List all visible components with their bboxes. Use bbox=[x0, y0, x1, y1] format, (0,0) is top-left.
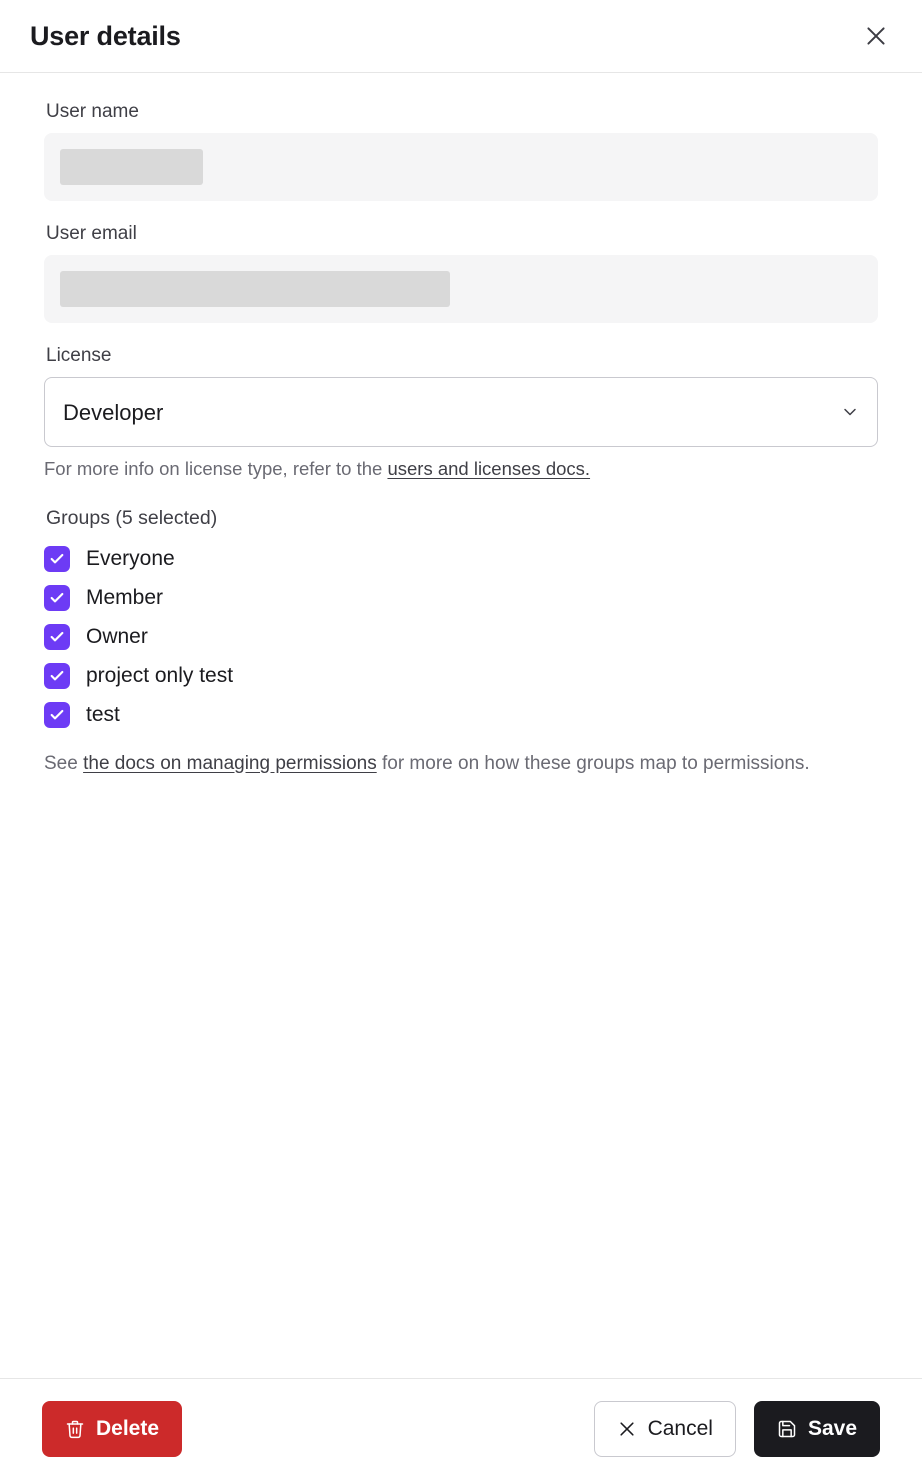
floppy-disk-icon bbox=[777, 1419, 797, 1439]
save-button[interactable] bbox=[754, 1401, 880, 1457]
group-item-project-only-test[interactable] bbox=[44, 657, 878, 696]
user-name-field bbox=[44, 133, 878, 201]
close-icon bbox=[617, 1419, 637, 1439]
managing-permissions-docs-link[interactable]: the docs on managing permissions bbox=[83, 752, 377, 774]
user-name-label: User name bbox=[46, 101, 139, 122]
group-label: test bbox=[86, 703, 120, 727]
close-icon[interactable] bbox=[856, 16, 896, 56]
groups-title: Groups (5 selected) bbox=[46, 506, 218, 529]
groups-help-text bbox=[44, 749, 878, 778]
license-help-prefix: For more info on license type, refer to the bbox=[44, 458, 388, 479]
cancel-button-label: Cancel bbox=[647, 1417, 713, 1440]
panel-body bbox=[0, 73, 922, 1378]
user-email-label: User email bbox=[46, 223, 137, 244]
license-select-wrapper bbox=[44, 377, 878, 447]
group-label: Owner bbox=[86, 625, 148, 649]
delete-button[interactable] bbox=[42, 1401, 182, 1457]
redacted-user-name bbox=[60, 149, 203, 185]
panel-footer bbox=[0, 1378, 922, 1478]
panel-header bbox=[0, 0, 922, 73]
group-item-member[interactable] bbox=[44, 579, 878, 618]
trash-icon bbox=[65, 1419, 85, 1439]
groups-help-prefix: See bbox=[44, 752, 84, 774]
checkbox-checked-icon[interactable] bbox=[44, 624, 70, 650]
group-item-test[interactable] bbox=[44, 696, 878, 735]
group-label: Member bbox=[86, 586, 164, 610]
user-email-field bbox=[44, 255, 878, 323]
checkbox-checked-icon[interactable] bbox=[44, 663, 70, 689]
users-and-licenses-docs-link[interactable]: users and licenses docs. bbox=[387, 458, 591, 479]
group-item-everyone[interactable] bbox=[44, 540, 878, 579]
delete-button-label: Delete bbox=[96, 1417, 160, 1440]
group-label: Everyone bbox=[86, 547, 175, 571]
license-label: License bbox=[46, 345, 112, 366]
cancel-button[interactable] bbox=[594, 1401, 736, 1457]
group-label: project only test bbox=[86, 664, 234, 688]
checkbox-checked-icon[interactable] bbox=[44, 585, 70, 611]
groups-help-suffix: for more on how these groups map to permissions. bbox=[376, 752, 810, 774]
save-button-label: Save bbox=[807, 1417, 857, 1440]
checkbox-checked-icon[interactable] bbox=[44, 546, 70, 572]
redacted-user-email bbox=[60, 271, 450, 307]
page-title: User details bbox=[30, 20, 181, 51]
checkbox-checked-icon[interactable] bbox=[44, 702, 70, 728]
group-item-owner[interactable] bbox=[44, 618, 878, 657]
license-help-text bbox=[44, 456, 878, 483]
footer-actions bbox=[594, 1401, 880, 1457]
license-select[interactable] bbox=[44, 377, 878, 447]
